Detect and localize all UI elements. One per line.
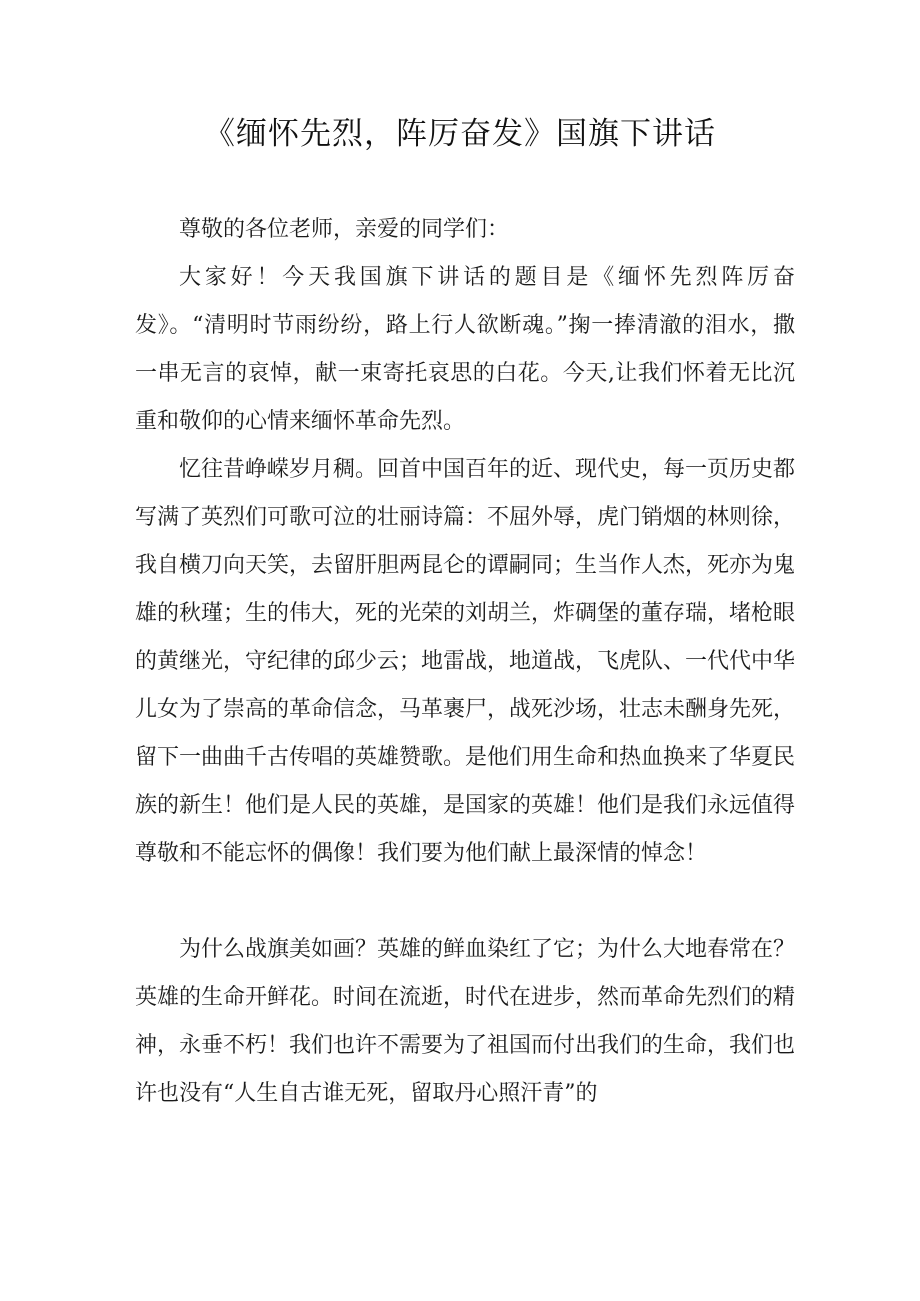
paragraph-opening: 大家好！今天我国旗下讲话的题目是《缅怀先烈阵厉奋发》。“清明时节雨纷纷，路上行人欲断魂。”掬一捧清澈的泪水，撒一串无言的哀悼，献一束寄托哀思的白花。今天,让我们怀着无比沉重和敬仰的心情来缅怀革命先烈。 [135,265,795,434]
page-title: 《缅怀先烈，阵厉奋发》国旗下讲话 [204,116,716,152]
greeting-line [135,206,795,254]
greeting-text: 尊敬的各位老师，亲爱的同学们： [179,217,510,242]
paragraph-history: 忆往昔峥嵘岁月稠。回首中国百年的近、现代史，每一页历史都写满了英烈们可歌可泣的壮丽诗篇：不屈外辱，虎门销烟的林则徐，我自横刀向天笑，去留肝胆两昆仑的谭嗣同；生当作人杰，死亦为鬼雄的秋瑾；生的伟大，死的光荣的刘胡兰，炸碉堡的董存瑞，堵枪眼的黄继光，守纪律的邱少云；地雷战，地道战，飞虎队、一代代中华儿女为了崇高的革命信念，马革裹尸，战死沙场，壮志未酬身先死，留下一曲曲千古传唱的英雄赞歌。是他们用生命和热血换来了华夏民族的新生！他们是人民的英雄，是国家的英雄！他们是我们永远值得尊敬和不能忘怀的偶像！我们要为他们献上最深情的悼念！ [135,457,796,866]
paragraph-spirit: 为什么战旗美如画？英雄的鲜血染红了它；为什么大地春常在？英雄的生命开鲜花。时间在流逝，时代在进步，然而革命先烈们的精神，永垂不朽！我们也许不需要为了祖国而付出我们的生命，我们也许也没有“人生自古谁无死，留取丹心照汗青”的 [135,937,796,1106]
body-paragraphs [135,254,795,1118]
